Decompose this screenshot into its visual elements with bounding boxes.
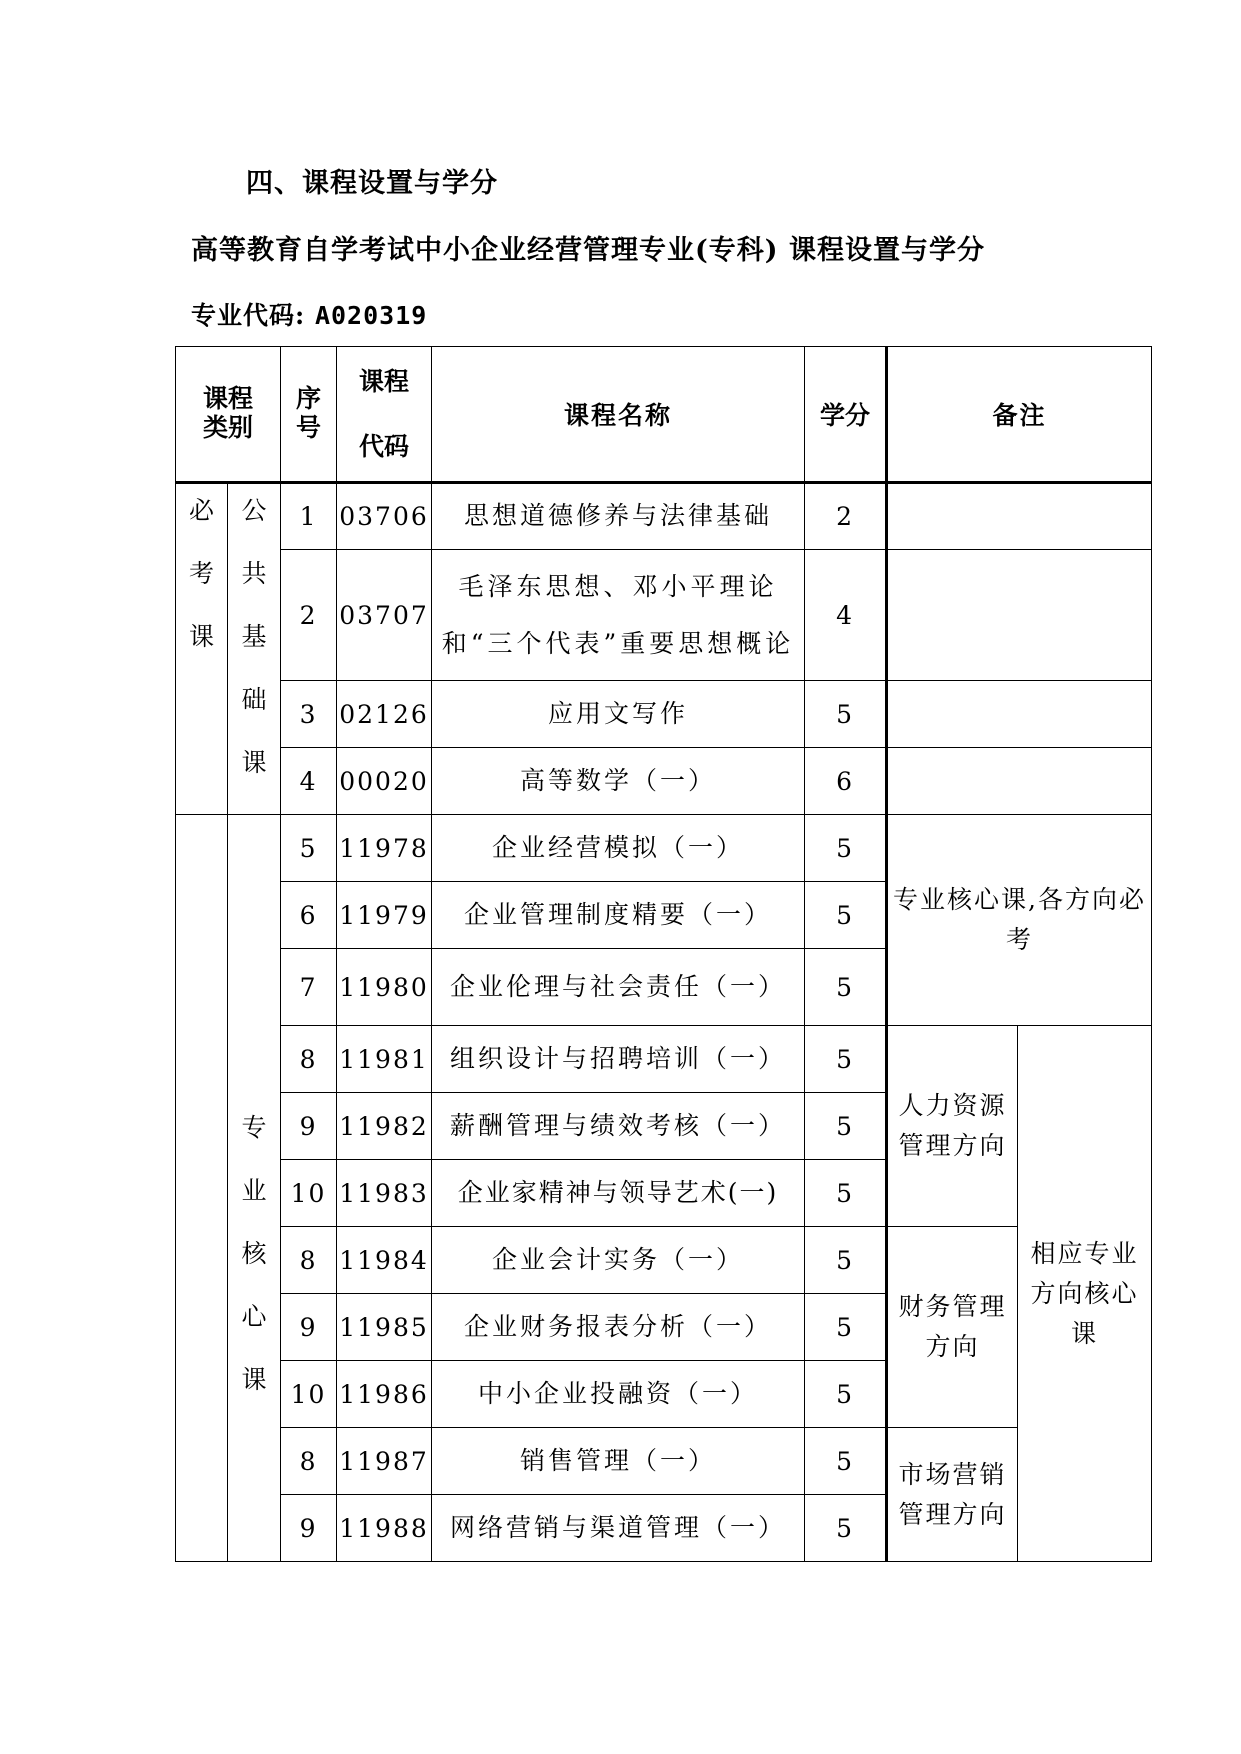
category-public-basic <box>228 483 281 815</box>
major-code-label: 专业代码: <box>191 301 306 330</box>
cell-credits: 2 <box>805 483 887 550</box>
cell-credits: 5 <box>805 1093 887 1160</box>
cell-seq: 3 <box>281 681 337 748</box>
cell-code: 11983 <box>337 1160 432 1227</box>
cell-seq: 9 <box>281 1294 337 1361</box>
cell-name: 企业伦理与社会责任（一） <box>432 949 805 1026</box>
cell-credits: 5 <box>805 1294 887 1361</box>
cell-seq: 7 <box>281 949 337 1026</box>
cell-code: 03707 <box>337 550 432 681</box>
header-name: 课程名称 <box>432 347 805 483</box>
cell-seq: 9 <box>281 1093 337 1160</box>
header-category-line2: 类别 <box>203 413 254 442</box>
cell-remarks-empty <box>887 748 1152 815</box>
category-required-char: 考 <box>188 559 214 588</box>
cell-credits: 5 <box>805 815 887 882</box>
cell-seq: 8 <box>281 1026 337 1093</box>
table-row <box>176 483 1152 550</box>
cell-code: 11978 <box>337 815 432 882</box>
category-core-char: 核 <box>241 1238 267 1268</box>
cell-credits: 6 <box>805 748 887 815</box>
cell-credits: 5 <box>805 1495 887 1562</box>
cell-seq: 9 <box>281 1495 337 1562</box>
category-required-char: 必 <box>188 496 214 525</box>
cell-credits: 4 <box>805 550 887 681</box>
remark-marketing-direction: 市场营销管理方向 <box>887 1428 1018 1562</box>
cell-remarks-empty <box>887 550 1152 681</box>
category-core-char: 业 <box>241 1175 267 1205</box>
cell-seq: 10 <box>281 1361 337 1428</box>
category-public-char: 课 <box>241 748 267 777</box>
header-code-line2: 代码 <box>359 432 410 461</box>
cell-name: 应用文写作 <box>432 681 805 748</box>
remark-direction-core: 相应专业方向核心课 <box>1018 1026 1152 1562</box>
cell-credits: 5 <box>805 949 887 1026</box>
cell-code: 11979 <box>337 882 432 949</box>
cell-name: 薪酬管理与绩效考核（一） <box>432 1093 805 1160</box>
cell-name: 思想道德修养与法律基础 <box>432 483 805 550</box>
cell-code: 11982 <box>337 1093 432 1160</box>
header-code <box>337 347 432 483</box>
category-core-char: 专 <box>241 1112 267 1142</box>
remark-core-all: 专业核心课,各方向必考 <box>887 815 1152 1026</box>
category-required-continued <box>176 815 228 1562</box>
cell-seq: 2 <box>281 550 337 681</box>
remark-finance-direction: 财务管理方向 <box>887 1227 1018 1428</box>
cell-code: 11988 <box>337 1495 432 1562</box>
category-core-char: 心 <box>241 1301 267 1331</box>
major-code-line <box>191 296 427 332</box>
cell-seq: 10 <box>281 1160 337 1227</box>
cell-code: 11987 <box>337 1428 432 1495</box>
cell-credits: 5 <box>805 1361 887 1428</box>
cell-credits: 5 <box>805 1428 887 1495</box>
cell-name: 企业管理制度精要（一） <box>432 882 805 949</box>
cell-seq: 6 <box>281 882 337 949</box>
major-code-value: A020319 <box>314 301 428 330</box>
cell-credits: 5 <box>805 882 887 949</box>
category-public-char: 公 <box>241 496 267 525</box>
header-category-line1: 课程 <box>203 384 254 414</box>
cell-seq: 8 <box>281 1428 337 1495</box>
cell-credits: 5 <box>805 1026 887 1093</box>
header-seq-line2: 号 <box>296 413 322 442</box>
category-public-char: 础 <box>241 685 267 714</box>
table-row <box>176 550 1152 681</box>
cell-code: 11984 <box>337 1227 432 1294</box>
header-credits: 学分 <box>805 347 887 483</box>
table-header-row <box>176 347 1152 483</box>
cell-name: 企业经营模拟（一） <box>432 815 805 882</box>
cell-name: 中小企业投融资（一） <box>432 1361 805 1428</box>
cell-credits: 5 <box>805 681 887 748</box>
table-row <box>176 1026 1152 1093</box>
category-required <box>176 483 228 815</box>
header-remarks: 备注 <box>887 347 1152 483</box>
category-core-char: 课 <box>241 1364 267 1394</box>
cell-name: 销售管理（一） <box>432 1428 805 1495</box>
cell-code: 11985 <box>337 1294 432 1361</box>
category-major-core <box>228 815 281 1562</box>
table-row <box>176 1428 1152 1495</box>
cell-credits: 5 <box>805 1160 887 1227</box>
cell-name: 企业财务报表分析（一） <box>432 1294 805 1361</box>
cell-code: 11986 <box>337 1361 432 1428</box>
cell-remarks-empty <box>887 681 1152 748</box>
category-public-char: 基 <box>241 622 267 651</box>
cell-seq: 8 <box>281 1227 337 1294</box>
section-heading: 四、课程设置与学分 <box>246 168 498 199</box>
table-row <box>176 681 1152 748</box>
header-code-line1: 课程 <box>359 367 410 396</box>
document-title: 高等教育自学考试中小企业经营管理专业(专科) 课程设置与学分 <box>191 235 985 266</box>
header-seq-line1: 序 <box>296 384 322 414</box>
course-table <box>175 346 1152 1562</box>
table-row <box>176 1227 1152 1294</box>
table-row <box>176 748 1152 815</box>
cell-seq: 1 <box>281 483 337 550</box>
cell-code: 02126 <box>337 681 432 748</box>
cell-code: 11980 <box>337 949 432 1026</box>
header-seq <box>281 347 337 483</box>
cell-code: 00020 <box>337 748 432 815</box>
category-required-char: 课 <box>188 622 214 651</box>
cell-name: 高等数学（一） <box>432 748 805 815</box>
cell-code: 03706 <box>337 483 432 550</box>
remark-hr-direction: 人力资源管理方向 <box>887 1026 1018 1227</box>
cell-name: 企业会计实务（一） <box>432 1227 805 1294</box>
table-row <box>176 815 1152 882</box>
cell-credits: 5 <box>805 1227 887 1294</box>
header-category <box>176 347 281 483</box>
cell-seq: 5 <box>281 815 337 882</box>
cell-seq: 4 <box>281 748 337 815</box>
cell-name: 网络营销与渠道管理（一） <box>432 1495 805 1562</box>
cell-name: 毛泽东思想、邓小平理论和“三个代表”重要思想概论 <box>432 550 805 681</box>
cell-remarks-empty <box>887 483 1152 550</box>
cell-name: 企业家精神与领导艺术(一) <box>432 1160 805 1227</box>
cell-name: 组织设计与招聘培训（一） <box>432 1026 805 1093</box>
category-public-char: 共 <box>241 559 267 588</box>
cell-code: 11981 <box>337 1026 432 1093</box>
